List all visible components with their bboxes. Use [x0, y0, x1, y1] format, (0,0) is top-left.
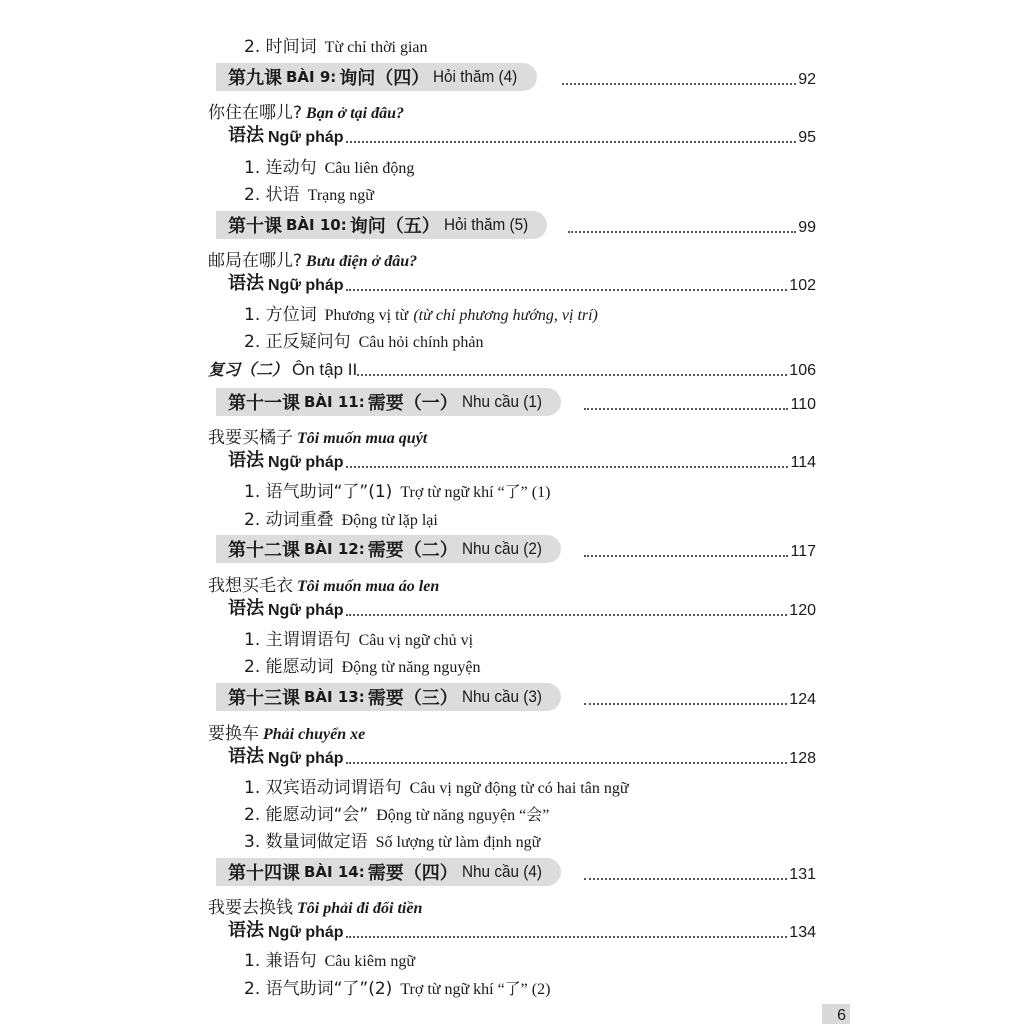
leader-dots	[346, 936, 788, 938]
toc-subitem: 2. 语气助词“了”(2) Trợ từ ngữ khí “了” (2)	[244, 979, 551, 999]
leader-dots	[346, 614, 788, 616]
page-number: 117	[790, 543, 816, 560]
grammar-entry: 语法 Ngữ pháp 95	[228, 125, 816, 146]
leader-dots	[584, 555, 788, 557]
page-number: 110	[790, 396, 816, 413]
toc-subitem: 1. 语气助词“了”(1) Trợ từ ngữ khí “了” (1)	[244, 482, 551, 502]
leader-dots	[346, 141, 797, 143]
lesson-heading: 第十三课 BÀI 13: 需要（三） Nhu cầu (3)	[216, 683, 561, 711]
toc-subitem: 3. 数量词做定语 Số lượng từ làm định ngữ	[244, 832, 541, 852]
lesson-heading: 第十一课 BÀI 11: 需要（一） Nhu cầu (1)	[216, 388, 561, 416]
page-number: 128	[789, 750, 816, 767]
toc-lesson-12	[216, 535, 816, 563]
page-corner-number: 6	[822, 1004, 850, 1024]
toc-subitem: 2. 能愿动词 Động từ năng nguyện	[244, 657, 481, 677]
toc-lesson-14	[216, 858, 816, 886]
leader-row	[562, 67, 816, 89]
leader-row	[584, 862, 816, 884]
toc-subitem: 2. 时间词 Từ chỉ thời gian	[244, 37, 428, 57]
leader-row	[568, 215, 816, 237]
leader-dots	[357, 374, 787, 376]
leader-dots	[584, 878, 787, 880]
toc-lesson-11	[216, 388, 816, 416]
toc-subitem: 1. 主谓谓语句 Câu vị ngữ chủ vị	[244, 630, 474, 650]
leader-row	[584, 687, 816, 709]
toc-subitem: 1. 连动句 Câu liên động	[244, 158, 415, 178]
grammar-entry: 语法 Ngữ pháp 114	[228, 450, 816, 471]
toc-subitem: 1. 方位词 Phương vị từ (từ chỉ phương hướng, vị trí)	[244, 305, 598, 325]
lesson-title: 我要买橘子 Tôi muốn mua quýt	[208, 428, 428, 448]
leader-row	[584, 392, 816, 414]
review-entry: 复习（二） Ôn tập II 106	[208, 360, 816, 379]
leader-dots	[346, 466, 789, 468]
grammar-entry: 语法 Ngữ pháp 134	[228, 920, 816, 941]
leader-dots	[346, 762, 788, 764]
lesson-heading: 第十课 BÀI 10: 询问（五） Hỏi thăm (5)	[216, 211, 547, 239]
leader-row	[584, 539, 816, 561]
toc-subitem: 1. 兼语句 Câu kiêm ngữ	[244, 951, 416, 971]
page-number: 120	[789, 602, 816, 619]
toc-subitem: 2. 能愿动词“会” Động từ năng nguyện “会”	[244, 805, 550, 825]
grammar-entry: 语法 Ngữ pháp 120	[228, 598, 816, 619]
toc-subitem: 2. 动词重叠 Động từ lặp lại	[244, 510, 438, 530]
leader-dots	[562, 83, 796, 85]
lesson-title: 要换车 Phải chuyển xe	[208, 724, 366, 744]
leader-dots	[568, 231, 796, 233]
grammar-entry: 语法 Ngữ pháp 102	[228, 273, 816, 294]
page-number: 131	[789, 866, 816, 883]
toc-subitem: 2. 状语 Trạng ngữ	[244, 185, 374, 205]
leader-dots	[584, 703, 787, 705]
page-number: 95	[798, 129, 816, 146]
leader-dots	[584, 408, 788, 410]
toc-lesson-13	[216, 683, 816, 711]
toc-lesson-10	[216, 211, 816, 239]
page-number: 99	[798, 219, 816, 236]
lesson-title: 我要去换钱 Tôi phải đi đổi tiền	[208, 898, 423, 918]
lesson-title: 邮局在哪儿? Bưu điện ở đâu?	[208, 251, 418, 271]
grammar-entry: 语法 Ngữ pháp 128	[228, 746, 816, 767]
toc-subitem: 1. 双宾语动词谓语句 Câu vị ngữ động từ có hai tân ngữ	[244, 778, 629, 798]
page-number: 134	[789, 924, 816, 941]
leader-dots	[346, 289, 788, 291]
page-number: 102	[789, 277, 816, 294]
page-number: 114	[790, 454, 816, 471]
toc-subitem: 2. 正反疑问句 Câu hỏi chính phản	[244, 332, 484, 352]
lesson-title: 你住在哪儿? Bạn ở tại đâu?	[208, 103, 404, 123]
page-number: 92	[798, 71, 816, 88]
lesson-heading: 第十二课 BÀI 12: 需要（二） Nhu cầu (2)	[216, 535, 561, 563]
toc-lesson-9	[216, 63, 816, 91]
lesson-heading: 第九课 BÀI 9: 询问（四） Hỏi thăm (4)	[216, 63, 537, 91]
page-number: 106	[789, 362, 816, 379]
page-number: 124	[789, 691, 816, 708]
lesson-heading: 第十四课 BÀI 14: 需要（四） Nhu cầu (4)	[216, 858, 561, 886]
lesson-title: 我想买毛衣 Tôi muốn mua áo len	[208, 576, 440, 596]
